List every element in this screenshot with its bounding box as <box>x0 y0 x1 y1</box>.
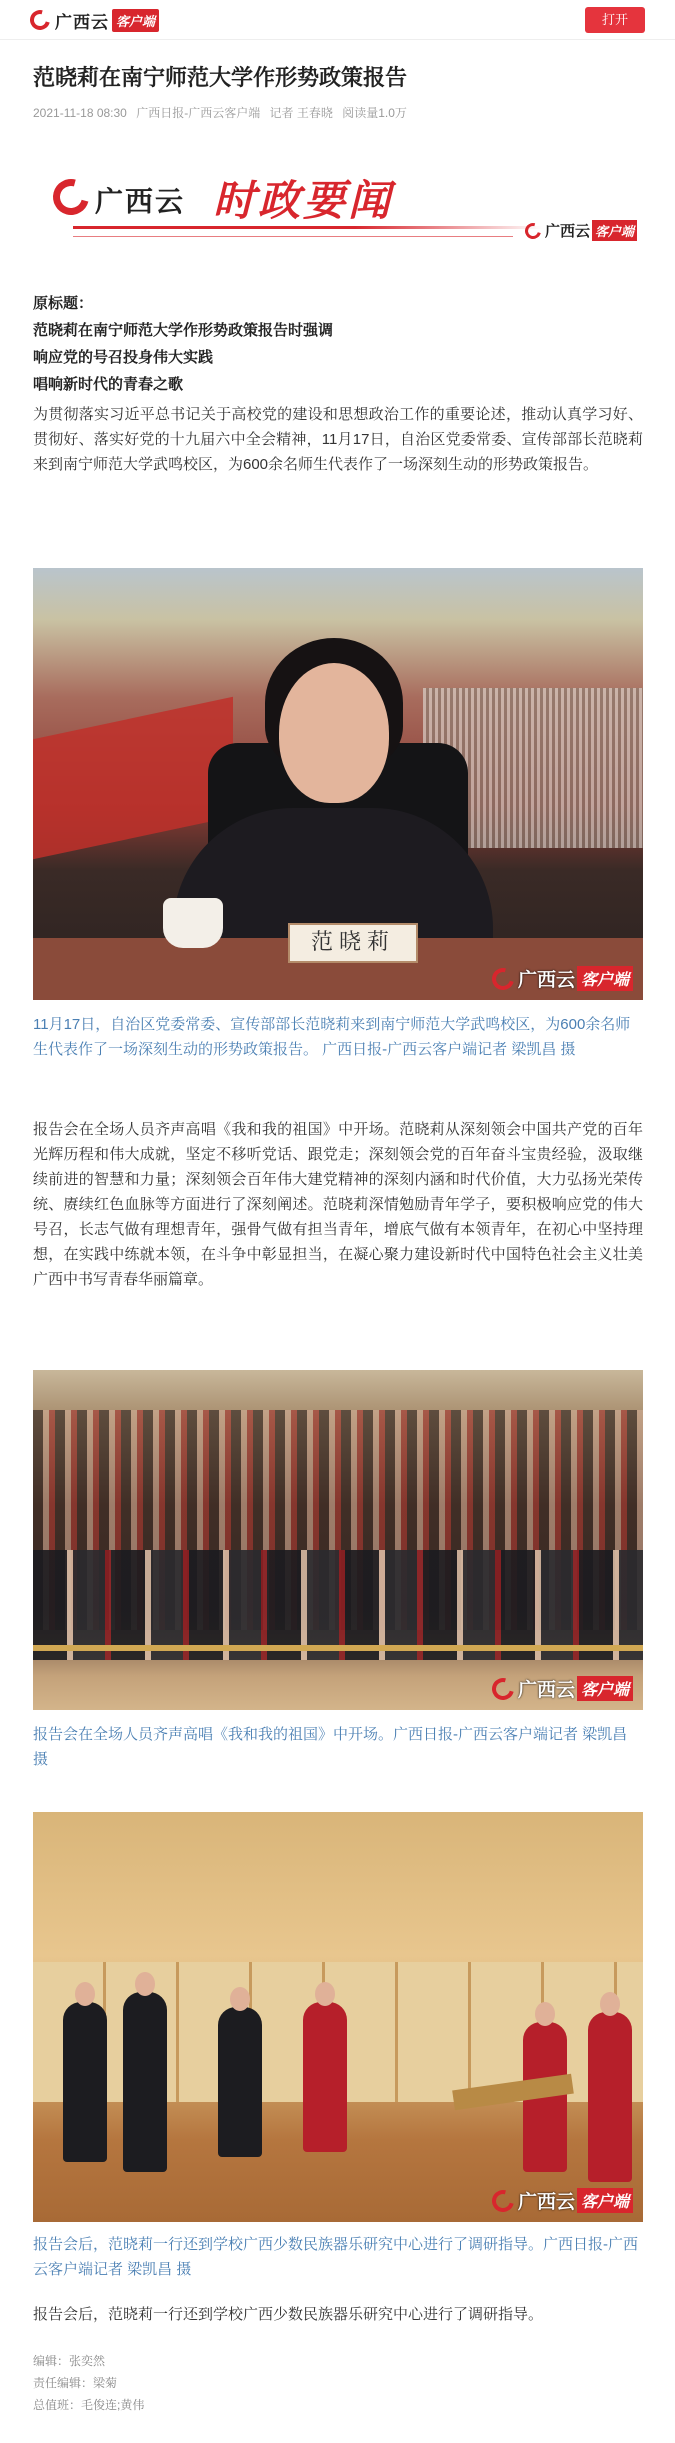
watermark-name: 广西云 <box>517 1680 575 1701</box>
original-title-line: 唱响新时代的青春之歌 <box>33 376 184 393</box>
watermark-tag: 客户端 <box>577 966 633 991</box>
app-header <box>0 0 675 40</box>
article-photo-speaker[interactable] <box>33 568 643 1000</box>
logo-icon <box>26 6 53 33</box>
watermark-logo-icon <box>488 963 518 993</box>
small-logo-name: 广西云 <box>544 223 590 240</box>
original-title-block <box>33 290 643 398</box>
article-title: 范晓莉在南宁师范大学作形势政策报告 <box>33 65 408 90</box>
photo-watermark <box>492 2187 633 2214</box>
photo-rail <box>33 1645 643 1651</box>
photo-person <box>123 1992 167 2172</box>
responsible-editor-credit: 责任编辑：梁菊 <box>33 2376 118 2390</box>
article-meta <box>33 104 413 121</box>
photo-person-face <box>230 1987 250 2011</box>
photo-person-face <box>135 1972 155 1996</box>
body-paragraph: 报告会在全场人员齐声高唱《我和我的祖国》中开场。范晓莉从深刻领会中国共产党的百年光辉历程和伟大成就，坚定不移听党话、跟党走；深刻领会党的百年奋斗宝贵经验，汲取继续前进的智慧和力量；深刻领会百年伟大建党精神的深刻内涵和时代价值，大力弘扬光荣传统、赓续红色血脉等方面进行了深刻阐述。范晓莉深情勉励青年学子，要积极响应党的伟大号召，长志气做有理想青年，强骨气做有担当青年，增底气做有本领青年，在初心中坚持理想，在实践中练就本领，在斗争中彰显担当，在凝心聚力建设新时代中国特色社会主义壮美广西中书写青春华丽篇章。 <box>33 1121 643 1288</box>
view-count: 阅读量1.0万 <box>342 106 407 120</box>
photo-person-face <box>535 2002 555 2026</box>
banner-rule <box>73 226 543 229</box>
banner-logo-icon <box>46 172 95 221</box>
photo-caption: 报告会后，范晓莉一行还到学校广西少数民族器乐研究中心进行了调研指导。广西日报-广西云客户端记者 梁凯昌 摄 <box>33 2236 638 2278</box>
photo-performer <box>588 2012 632 2182</box>
photo-watermark <box>492 965 633 992</box>
nameplate: 范晓莉 <box>288 923 418 963</box>
article-reporter: 记者 王春晓 <box>269 106 333 120</box>
article-source: 广西日报-广西云客户端 <box>136 106 261 120</box>
watermark-logo-icon <box>488 2185 518 2215</box>
photo-person-face <box>600 1992 620 2016</box>
banner-name: 广西云 <box>95 186 186 217</box>
photo-front-row <box>33 1550 643 1660</box>
photo-teacup <box>163 898 223 948</box>
app-logo[interactable] <box>30 8 159 32</box>
article-photo-visit[interactable] <box>33 1812 643 2222</box>
watermark-tag: 客户端 <box>577 1676 633 1701</box>
photo-caption: 报告会在全场人员齐声高唱《我和我的祖国》中开场。广西日报-广西云客户端记者 梁凯昌 摄 <box>33 1726 628 1768</box>
watermark-tag: 客户端 <box>577 2188 633 2213</box>
watermark-logo-icon <box>488 1673 518 1703</box>
photo-bg-flag <box>33 697 233 860</box>
photo-person-face <box>75 1982 95 2006</box>
open-app-button[interactable]: 打开 <box>585 7 645 33</box>
original-title-label: 原标题： <box>33 295 94 312</box>
photo-caption: 11月17日，自治区党委常委、宣传部部长范晓莉来到南宁师范大学武鸣校区，为600余名师生代表作了一场深刻生动的形势政策报告。 广西日报-广西云客户端记者 梁凯昌 摄 <box>33 1016 631 1058</box>
banner-small-logo <box>525 220 637 241</box>
photo-watermark <box>492 1675 633 1702</box>
small-logo-tag: 客户端 <box>592 220 637 241</box>
column-banner <box>33 154 643 250</box>
banner-rule-thin <box>73 236 513 237</box>
photo-person <box>303 2002 347 2152</box>
body-paragraph: 报告会后，范晓莉一行还到学校广西少数民族器乐研究中心进行了调研指导。 <box>33 2306 544 2323</box>
photo-person-face <box>315 1982 335 2006</box>
watermark-name: 广西云 <box>517 2192 575 2213</box>
small-logo-icon <box>522 220 544 242</box>
photo-person <box>63 2002 107 2162</box>
publish-datetime: 2021-11-18 08:30 <box>33 106 127 120</box>
body-paragraph: 为贯彻落实习近平总书记关于高校党的建设和思想政治工作的重要论述，推动认真学习好、贯彻好、落实好党的十九届六中全会精神，11月17日，自治区党委常委、宣传部部长范晓莉来到南宁师范大学武鸣校区，为600余名师生代表作了一场深刻生动的形势政策报告。 <box>33 406 643 473</box>
logo-tag: 客户端 <box>112 9 159 32</box>
watermark-name: 广西云 <box>517 970 575 991</box>
article-photo-audience[interactable] <box>33 1370 643 1710</box>
original-title-line: 响应党的号召投身伟大实践 <box>33 349 214 366</box>
logo-name: 广西云 <box>55 12 109 32</box>
editor-credit: 编辑：张奕然 <box>33 2354 106 2368</box>
chief-editor-credit: 总值班：毛俊连;黄伟 <box>33 2398 145 2412</box>
original-title-line: 范晓莉在南宁师范大学作形势政策报告时强调 <box>33 322 334 339</box>
photo-person <box>218 2007 262 2157</box>
banner-slogan: 时政要闻 <box>213 177 394 224</box>
photo-face <box>279 663 389 803</box>
